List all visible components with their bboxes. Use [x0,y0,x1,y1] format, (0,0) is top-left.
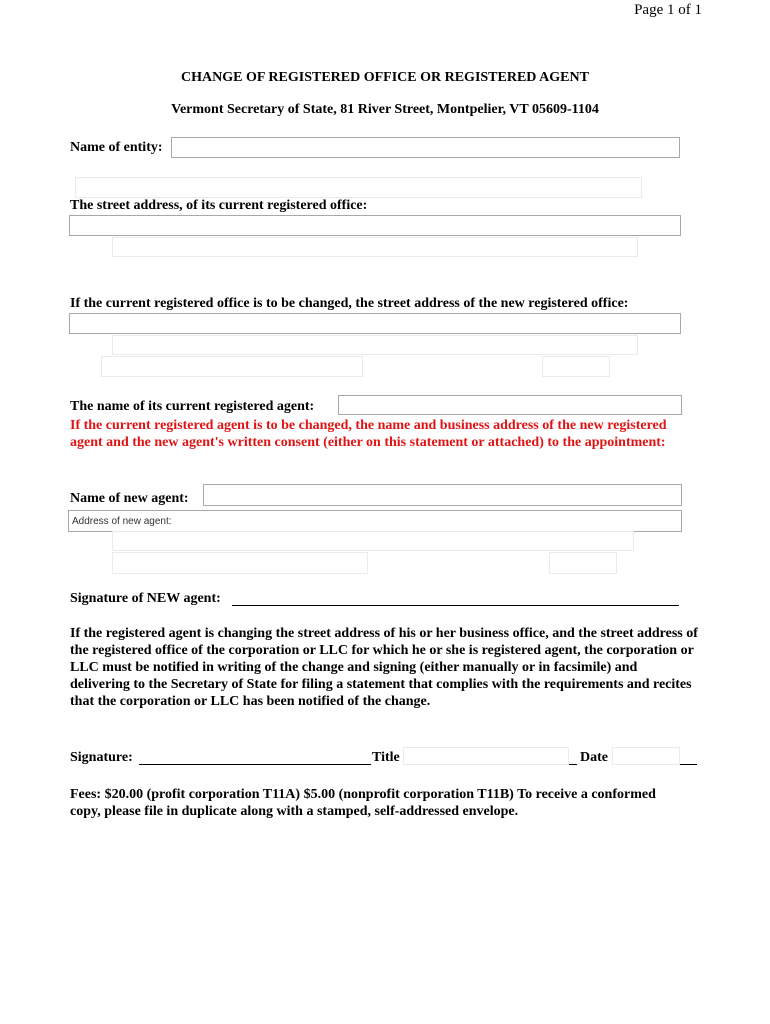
new-agent-city-input[interactable] [113,554,367,574]
entity-name-input-2[interactable] [76,179,641,198]
new-agent-signature-label: Signature of NEW agent: [70,591,221,606]
entity-name-field[interactable] [171,137,680,158]
new-office-line2-field[interactable] [112,335,638,355]
current-agent-name-input[interactable] [339,398,681,416]
current-office-city-field[interactable] [112,237,638,257]
agent-address-change-paragraph: If the registered agent is changing the street address of his or her business office, and the street address of the registered office of the corporation or LLC for which he or she is registered agent, the corporation or LLC must be notified in writing of the change and signing (either manually or in facsimile) and delivering to the Secretary of State for filing a statement that complies with the requirements and recites that the corporation or LLC has been notified of the change. [70,626,698,709]
current-agent-name-field[interactable] [338,395,682,415]
agent-change-notice: If the current registered agent is to be changed, the name and business address of the new registered agent and the new agent's written consent (either on this statement or attached) to the appointment: [70,418,667,450]
title-input[interactable] [404,751,568,767]
new-agent-address-line2-input[interactable] [113,534,633,552]
title-label: Title [372,750,400,765]
current-agent-label: The name of its current registered agent: [70,399,315,414]
new-agent-address-field[interactable] [68,510,682,532]
current-office-street-field[interactable] [69,215,681,236]
current-office-label: The street address, of its current registered office: [70,198,368,213]
new-office-street-field[interactable] [69,313,681,334]
date-label: Date [580,750,608,765]
new-agent-zip-field[interactable] [549,552,617,574]
new-agent-name-input[interactable] [204,486,681,506]
new-agent-address-input[interactable] [69,512,681,532]
new-office-street-input[interactable] [70,315,680,334]
form-title: CHANGE OF REGISTERED OFFICE OR REGISTERED AGENT [181,70,589,85]
new-office-line2-input[interactable] [113,338,637,356]
new-agent-address-line2-field[interactable] [112,531,634,551]
title-field[interactable] [403,747,569,765]
date-input[interactable] [613,751,679,767]
new-agent-city-field[interactable] [112,552,368,574]
entity-name-input[interactable] [172,139,679,158]
new-office-label: If the current registered office is to be changed, the street address of the new registered office: [70,296,629,311]
page-number: Page 1 of 1 [634,2,702,18]
new-office-city-field[interactable] [101,356,363,377]
office-address: Vermont Secretary of State, 81 River Street, Montpelier, VT 05609-1104 [171,102,599,117]
current-office-city-input[interactable] [113,240,637,258]
new-agent-label: Name of new agent: [70,491,189,506]
new-agent-name-field[interactable] [203,484,682,506]
fees-text: Fees: $20.00 (profit corporation T11A) $5.00 (nonprofit corporation T11B) To receive a conformed copy, please file in duplicate along with a stamped, self-addressed envelope. [70,787,656,819]
entity-name-field-2[interactable] [75,177,642,198]
new-office-city-input[interactable] [102,358,362,377]
current-office-street-input[interactable] [70,217,680,236]
signature-line[interactable] [139,764,371,765]
entity-label: Name of entity: [70,140,163,155]
new-agent-zip-input[interactable] [550,554,616,574]
new-agent-signature-line[interactable] [232,605,679,606]
signature-label: Signature: [70,750,133,765]
date-field[interactable] [612,747,680,765]
new-office-zip-field[interactable] [542,356,610,377]
new-office-zip-input[interactable] [543,358,609,377]
